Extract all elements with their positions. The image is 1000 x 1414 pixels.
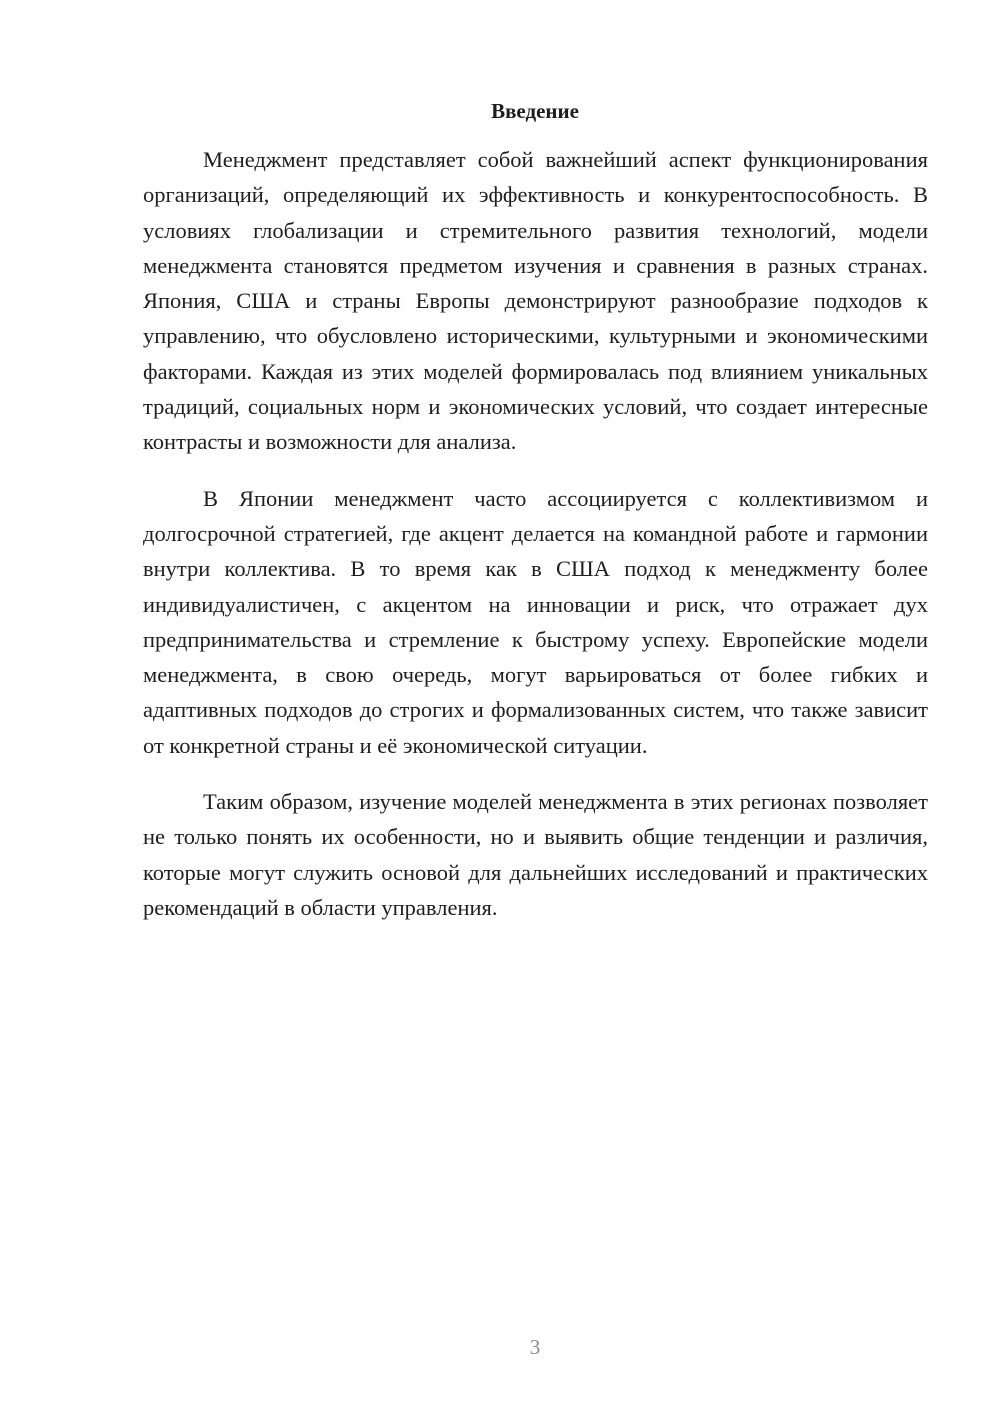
paragraph: В Японии менеджмент часто ассоциируется с коллективизмом и долгосрочной стратегией, где акцент делается на командной работе и гармонии внутри коллектива. В то время как в США подход к менеджменту более индивидуалистичен, с акцентом на инновации и риск, что отражает дух предпринимательства и стремление к быстрому успеху. Европейские модели менеджмента, в свою очередь, могут варьироваться от более гибких и адаптивных подходов до строгих и формализованных систем, что также зависит от конкретной страны и её экономической ситуации. [143, 485, 928, 758]
section-heading: Введение [491, 99, 579, 123]
paragraph: Таким образом, изучение моделей менеджмента в этих регионах позволяет не только понять их особенности, но и выявить общие тенденции и различия, которые могут служить основой для дальнейших исследований и практических рекомендаций в области управления. [143, 789, 928, 920]
page-number: 3 [529, 1335, 541, 1359]
body-text [143, 142, 928, 925]
paragraph: Менеджмент представляет собой важнейший аспект функционирования организаций, определяющий их эффективность и конкурентоспособность. В условиях глобализации и стремительного развития технологий, модели менеджмента становятся предметом изучения и сравнения в разных странах. Япония, США и страны Европы демонстрируют разнообразие подходов к управлению, что обусловлено историческими, культурными и экономическими факторами. Каждая из этих моделей формировалась под влиянием уникальных традиций, социальных норм и экономических условий, что создает интересные контрасты и возможности для анализа. [143, 147, 928, 455]
